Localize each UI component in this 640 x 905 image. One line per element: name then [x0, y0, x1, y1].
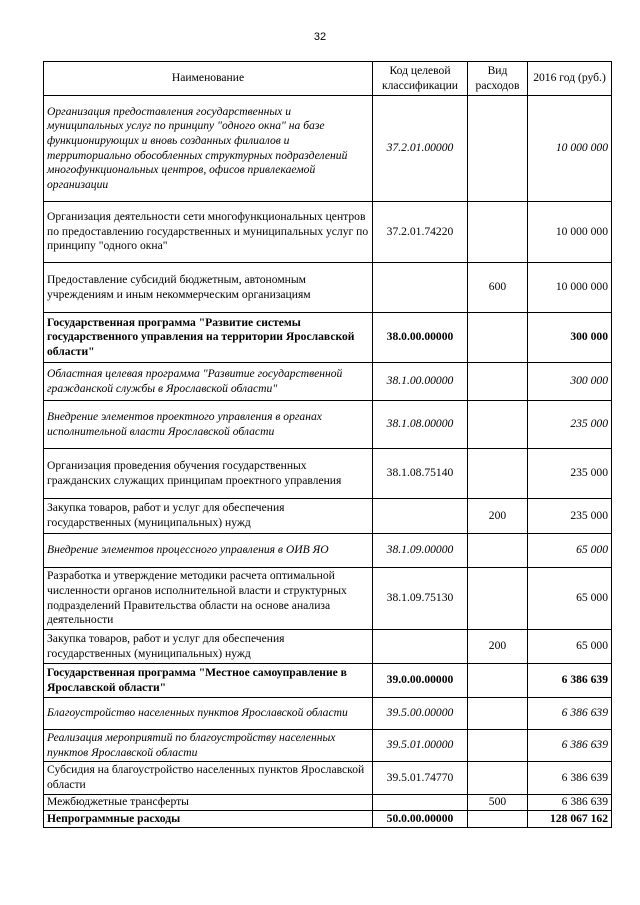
row-name: Непрограммные расходы [44, 811, 373, 828]
row-sum: 235 000 [528, 401, 612, 449]
row-sum: 6 386 639 [528, 795, 612, 811]
table-row [44, 795, 612, 811]
row-name: Предоставление субсидий бюджетным, автономным учреждениям и иным некоммерческим организациям [44, 263, 373, 313]
row-sum: 65 000 [528, 534, 612, 568]
table-row [44, 730, 612, 762]
row-kind [468, 534, 528, 568]
row-name: Закупка товаров, работ и услуг для обеспечения государственных (муниципальных) нужд [44, 499, 373, 534]
row-code: 37.2.01.00000 [373, 96, 468, 202]
row-kind: 200 [468, 630, 528, 664]
row-sum: 6 386 639 [528, 664, 612, 698]
row-kind [468, 698, 528, 730]
row-kind [468, 401, 528, 449]
row-sum: 6 386 639 [528, 762, 612, 795]
row-code: 38.1.00.00000 [373, 363, 468, 401]
row-name: Организация проведения обучения государственных гражданских служащих принципам проектного управления [44, 449, 373, 499]
row-kind [468, 730, 528, 762]
row-kind [468, 313, 528, 363]
row-kind: 500 [468, 795, 528, 811]
row-code: 39.0.00.00000 [373, 664, 468, 698]
row-kind [468, 202, 528, 263]
row-code [373, 263, 468, 313]
table-row [44, 263, 612, 313]
row-code: 39.5.01.74770 [373, 762, 468, 795]
row-name: Разработка и утверждение методики расчета оптимальной численности органов исполнительной власти и структурных подразделений Правительства области на основе анализа деятельности [44, 568, 373, 630]
table-row [44, 568, 612, 630]
row-kind [468, 811, 528, 828]
row-sum: 65 000 [528, 630, 612, 664]
row-kind [468, 664, 528, 698]
row-name: Организация деятельности сети многофункциональных центров по предоставлению государственных и муниципальных услуг по принципу "одного окна" [44, 202, 373, 263]
row-code: 38.1.09.00000 [373, 534, 468, 568]
table-row [44, 499, 612, 534]
row-sum: 65 000 [528, 568, 612, 630]
page-number: 32 [313, 31, 327, 43]
header-code: Код целевой классификации [373, 62, 468, 96]
row-code: 38.1.08.75140 [373, 449, 468, 499]
header-year: 2016 год (руб.) [528, 62, 612, 96]
row-kind [468, 363, 528, 401]
table-row [44, 698, 612, 730]
budget-table [43, 61, 612, 828]
table-row [44, 96, 612, 202]
table-row [44, 762, 612, 795]
header-name: Наименование [44, 62, 373, 96]
row-name: Реализация мероприятий по благоустройству населенных пунктов Ярославской области [44, 730, 373, 762]
table-row [44, 202, 612, 263]
row-kind [468, 762, 528, 795]
row-name: Организация предоставления государственных и муниципальных услуг по принципу "одного окна" на базе функционирующих и вновь созданных филиалов и территориально обособленных структурных подразделений многофункциональных центров, офисов привлекаемой организации [44, 96, 373, 202]
row-name: Благоустройство населенных пунктов Ярославской области [44, 698, 373, 730]
table-row [44, 363, 612, 401]
table-row [44, 401, 612, 449]
row-code: 50.0.00.00000 [373, 811, 468, 828]
row-sum: 300 000 [528, 313, 612, 363]
row-code: 38.1.09.75130 [373, 568, 468, 630]
row-kind [468, 449, 528, 499]
row-code: 39.5.00.00000 [373, 698, 468, 730]
table-row [44, 811, 612, 828]
row-name: Внедрение элементов процессного управления в ОИВ ЯО [44, 534, 373, 568]
row-name: Межбюджетные трансферты [44, 795, 373, 811]
row-kind [468, 568, 528, 630]
row-kind: 600 [468, 263, 528, 313]
row-sum: 235 000 [528, 499, 612, 534]
row-sum: 235 000 [528, 449, 612, 499]
row-name: Внедрение элементов проектного управления в органах исполнительной власти Ярославской области [44, 401, 373, 449]
row-sum: 6 386 639 [528, 730, 612, 762]
table-row [44, 664, 612, 698]
row-code [373, 499, 468, 534]
row-sum: 10 000 000 [528, 96, 612, 202]
row-name: Закупка товаров, работ и услуг для обеспечения государственных (муниципальных) нужд [44, 630, 373, 664]
row-code: 38.1.08.00000 [373, 401, 468, 449]
row-sum: 128 067 162 [528, 811, 612, 828]
row-sum: 10 000 000 [528, 202, 612, 263]
table-row [44, 534, 612, 568]
row-code: 38.0.00.00000 [373, 313, 468, 363]
row-name: Субсидия на благоустройство населенных пунктов Ярославской области [44, 762, 373, 795]
row-code: 37.2.01.74220 [373, 202, 468, 263]
row-name: Государственная программа "Местное самоуправление в Ярославской области" [44, 664, 373, 698]
row-code [373, 795, 468, 811]
row-code: 39.5.01.00000 [373, 730, 468, 762]
table-row [44, 313, 612, 363]
row-name: Государственная программа "Развитие системы государственного управления на территории Ярославской области" [44, 313, 373, 363]
row-sum: 300 000 [528, 363, 612, 401]
row-code [373, 630, 468, 664]
table-row [44, 630, 612, 664]
table-row [44, 449, 612, 499]
row-kind: 200 [468, 499, 528, 534]
row-sum: 10 000 000 [528, 263, 612, 313]
row-sum: 6 386 639 [528, 698, 612, 730]
table-header-row [44, 62, 612, 96]
row-kind [468, 96, 528, 202]
row-name: Областная целевая программа "Развитие государственной гражданской службы в Ярославской области" [44, 363, 373, 401]
header-kind: Вид расходов [468, 62, 528, 96]
